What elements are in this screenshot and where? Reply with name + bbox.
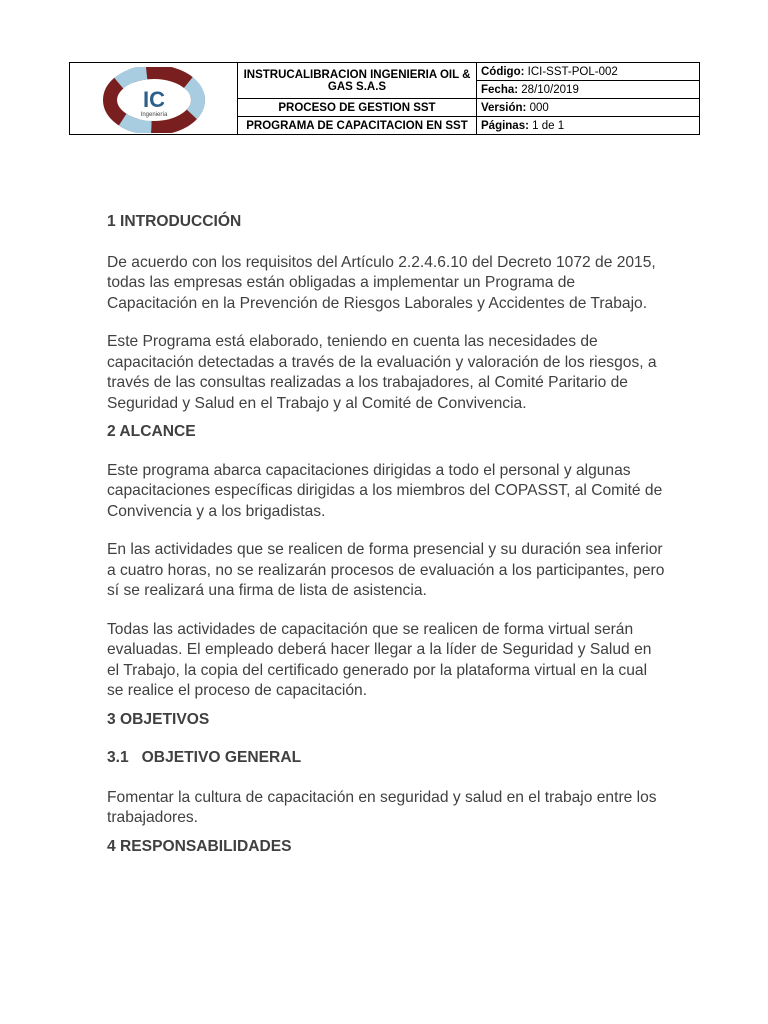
company-logo bbox=[94, 67, 214, 133]
company-name: INSTRUCALIBRACION INGENIERIA OIL & GAS S.A.S bbox=[238, 63, 477, 99]
pages-cell bbox=[477, 117, 700, 135]
program-name: PROGRAMA DE CAPACITACION EN SST bbox=[238, 117, 477, 135]
date-cell bbox=[477, 81, 700, 99]
responsibilities-heading: 4 RESPONSABILIDADES bbox=[107, 837, 292, 855]
code-cell bbox=[477, 63, 700, 81]
document-header bbox=[69, 62, 700, 135]
version-value: 000 bbox=[529, 101, 549, 114]
general-objective-paragraph: Fomentar la cultura de capacitación en seguridad y salud en el trabajo entre los trabajadores. bbox=[107, 788, 657, 826]
intro-paragraph-2: Este Programa está elaborado, teniendo en cuenta las necesidades de capacitación detectadas a través de la evaluación y valoración de los riesgos, a través de las consultas realizadas a los trabajadores, al Comité Paritario de Seguridad y Salud en el Trabajo y al Comité de Convivencia. bbox=[107, 333, 657, 412]
general-objective-heading: 3.1 OBJETIVO GENERAL bbox=[107, 749, 302, 766]
pages-value: 1 de 1 bbox=[532, 119, 565, 132]
intro-heading: 1 INTRODUCCIÓN bbox=[107, 213, 242, 230]
scope-paragraph-3: Todas las actividades de capacitación que se realicen de forma virtual serán evaluadas. El empleado deberá hacer llegar a la líder de Seguridad y Salud en el Trabajo, la copia del certificado generado por la plataforma virtual en la cual se realice el proceso de capacitación. bbox=[107, 620, 652, 699]
logo-subtext: Ingeniería bbox=[140, 112, 168, 118]
code-label: Código: bbox=[481, 65, 525, 78]
objectives-heading: 3 OBJETIVOS bbox=[107, 710, 210, 728]
date-value: 28/10/2019 bbox=[521, 83, 579, 96]
code-value: ICI-SST-POL-002 bbox=[527, 65, 618, 78]
scope-heading: 2 ALCANCE bbox=[107, 423, 196, 440]
logo-text: IC bbox=[143, 87, 165, 112]
intro-paragraph-1: De acuerdo con los requisitos del Artículo 2.2.4.6.10 del Decreto 1072 de 2015, todas las empresas están obligadas a implementar un Programa de Capacitación en la Prevención de Riesgos Laborales y Accidentes de Trabajo. bbox=[107, 253, 656, 312]
version-label: Versión: bbox=[481, 101, 527, 114]
document-body bbox=[107, 212, 667, 857]
logo-cell bbox=[69, 62, 237, 135]
version-cell bbox=[477, 99, 700, 117]
pages-label: Páginas: bbox=[481, 119, 529, 132]
scope-paragraph-1: Este programa abarca capacitaciones dirigidas a todo el personal y algunas capacitaciones específicas dirigidas a los miembros del COPASST, al Comité de Convivencia y a los brigadistas. bbox=[107, 461, 663, 520]
scope-paragraph-2: En las actividades que se realicen de forma presencial y su duración sea inferior a cuatro horas, no se realizarán procesos de evaluación a los participantes, pero sí se realizará una firma de lista de asistencia. bbox=[107, 541, 665, 599]
process-name: PROCESO DE GESTION SST bbox=[238, 99, 477, 117]
date-label: Fecha: bbox=[481, 83, 519, 96]
header-table bbox=[237, 62, 700, 135]
